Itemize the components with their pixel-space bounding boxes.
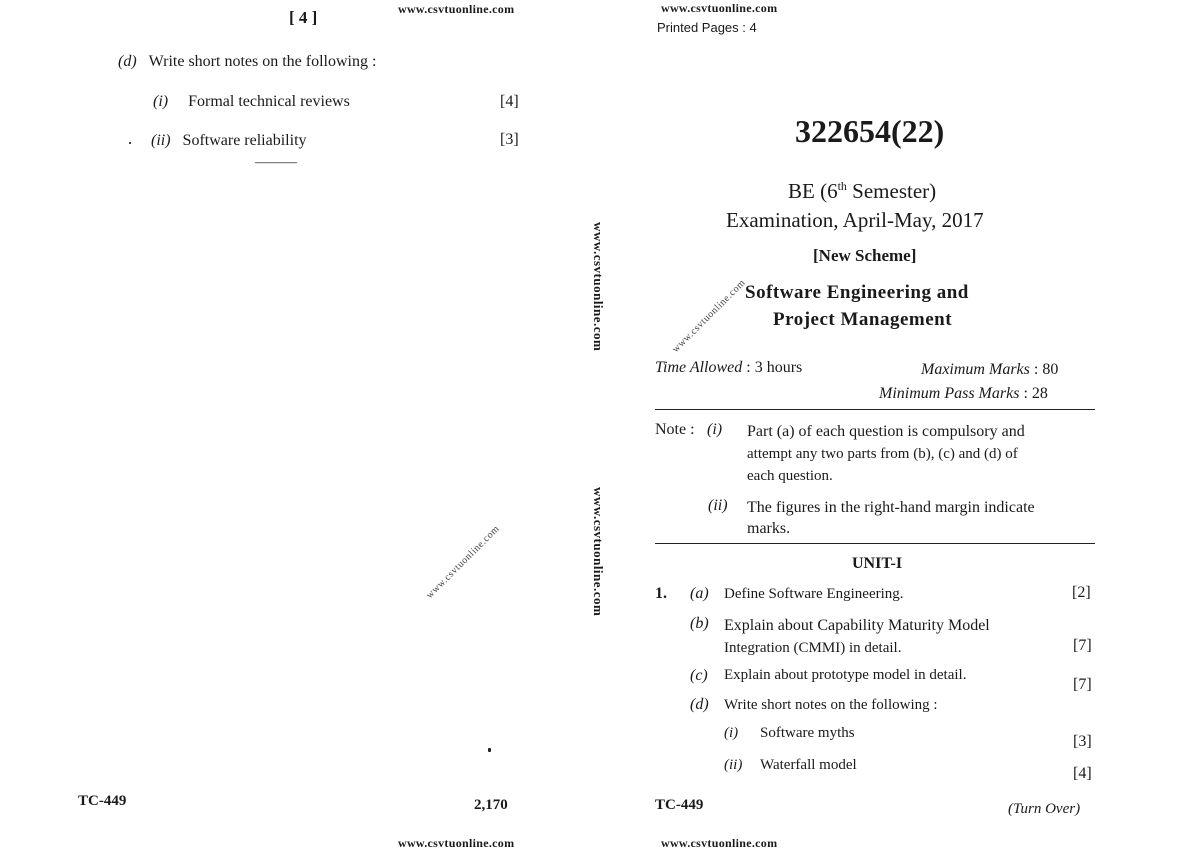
vertical-watermark: www.csvtuonline.com — [591, 487, 606, 617]
marks: [7] — [1073, 676, 1092, 693]
time-value: : 3 hours — [746, 359, 803, 376]
footer-code: TC-449 — [655, 797, 704, 813]
min-label: Minimum Pass Marks — [879, 385, 1020, 402]
part-label: (a) — [690, 585, 709, 602]
website-footer: www.csvtuonline.com — [661, 836, 778, 850]
marks: [7] — [1073, 637, 1092, 654]
subquestion-text: Software reliability — [182, 132, 307, 149]
exam-session: Examination, April-May, 2017 — [726, 208, 984, 232]
degree-sup: th — [837, 179, 847, 193]
part-text: Write short notes on the following : — [724, 697, 938, 713]
subquestion-label: (i) — [153, 93, 169, 110]
website-header: www.csvtuonline.com — [398, 2, 515, 16]
degree-tail: Semester) — [846, 179, 937, 203]
note-label-i: (i) — [707, 421, 723, 438]
marks: [2] — [1072, 584, 1091, 601]
scan-speck — [488, 748, 491, 752]
degree-text: BE (6 — [788, 179, 838, 203]
subject-line-2: Project Management — [773, 309, 953, 330]
minimum-pass-marks — [879, 385, 1048, 403]
page-number: [ 4 ] — [289, 8, 318, 27]
scan-speck — [129, 142, 131, 144]
marks: [4] — [1073, 765, 1092, 782]
website-header: www.csvtuonline.com — [661, 1, 778, 15]
note-label: Note : — [655, 421, 695, 438]
subquestion-label: (ii) — [151, 132, 171, 149]
part-line: Integration (CMMI) in detail. — [724, 640, 902, 656]
divider — [655, 409, 1095, 410]
part-label: (d) — [690, 696, 709, 713]
time-allowed — [655, 359, 802, 377]
note-line: attempt any two parts from (b), (c) and (d) of — [747, 446, 1018, 462]
diagonal-watermark: www.csvtuonline.com — [424, 523, 502, 601]
footer-count: 2,170 — [474, 797, 508, 813]
part-text — [724, 615, 990, 659]
printed-pages: Printed Pages : 4 — [657, 20, 757, 35]
question-text: Write short notes on the following : — [148, 53, 377, 70]
degree — [788, 179, 936, 204]
max-label: Maximum Marks — [921, 361, 1030, 378]
note-i — [747, 421, 1025, 487]
question-label: (d) — [118, 53, 137, 70]
marks: [3] — [1073, 733, 1092, 750]
part-text: Explain about prototype model in detail. — [724, 667, 967, 683]
subpart-text: Waterfall model — [760, 757, 857, 773]
turn-over: (Turn Over) — [1008, 801, 1081, 817]
max-value: : 80 — [1033, 361, 1059, 378]
note-line: marks. — [747, 520, 791, 537]
website-footer: www.csvtuonline.com — [398, 836, 515, 850]
note-line: each question. — [747, 468, 833, 484]
paper-code: 322654(22) — [795, 113, 945, 149]
scheme: [New Scheme] — [813, 246, 917, 265]
subquestion-ii — [151, 132, 307, 150]
subquestion-i — [153, 93, 350, 111]
unit-heading: UNIT-I — [852, 555, 903, 572]
note-line: Part (a) of each question is compulsory and — [747, 423, 1025, 440]
subpart-text: Software myths — [760, 725, 855, 741]
note-label-ii: (ii) — [708, 497, 728, 514]
time-label: Time Allowed — [655, 359, 743, 376]
marks: [4] — [500, 93, 519, 110]
subject-line-1: Software Engineering and — [745, 282, 969, 303]
subpart-label: (ii) — [724, 757, 743, 773]
part-label: (c) — [690, 667, 708, 684]
part-label: (b) — [690, 615, 709, 632]
footer-code: TC-449 — [78, 793, 127, 809]
question-number: 1. — [655, 585, 667, 602]
vertical-watermark: www.csvtuonline.com — [591, 222, 606, 352]
question-d — [118, 53, 376, 71]
end-rule: ——— — [255, 155, 297, 170]
diagonal-watermark: www.csvtuonline.com — [670, 277, 748, 355]
subpart-label: (i) — [724, 725, 739, 741]
subquestion-text: Formal technical reviews — [188, 93, 350, 110]
part-line: Explain about Capability Maturity Model — [724, 617, 990, 634]
note-line: The figures in the right-hand margin indicate — [747, 499, 1035, 516]
note-ii — [747, 497, 1035, 539]
part-text: Define Software Engineering. — [724, 586, 904, 602]
divider — [655, 543, 1095, 544]
marks: [3] — [500, 131, 519, 148]
min-value: : 28 — [1023, 385, 1048, 402]
maximum-marks — [921, 361, 1058, 379]
